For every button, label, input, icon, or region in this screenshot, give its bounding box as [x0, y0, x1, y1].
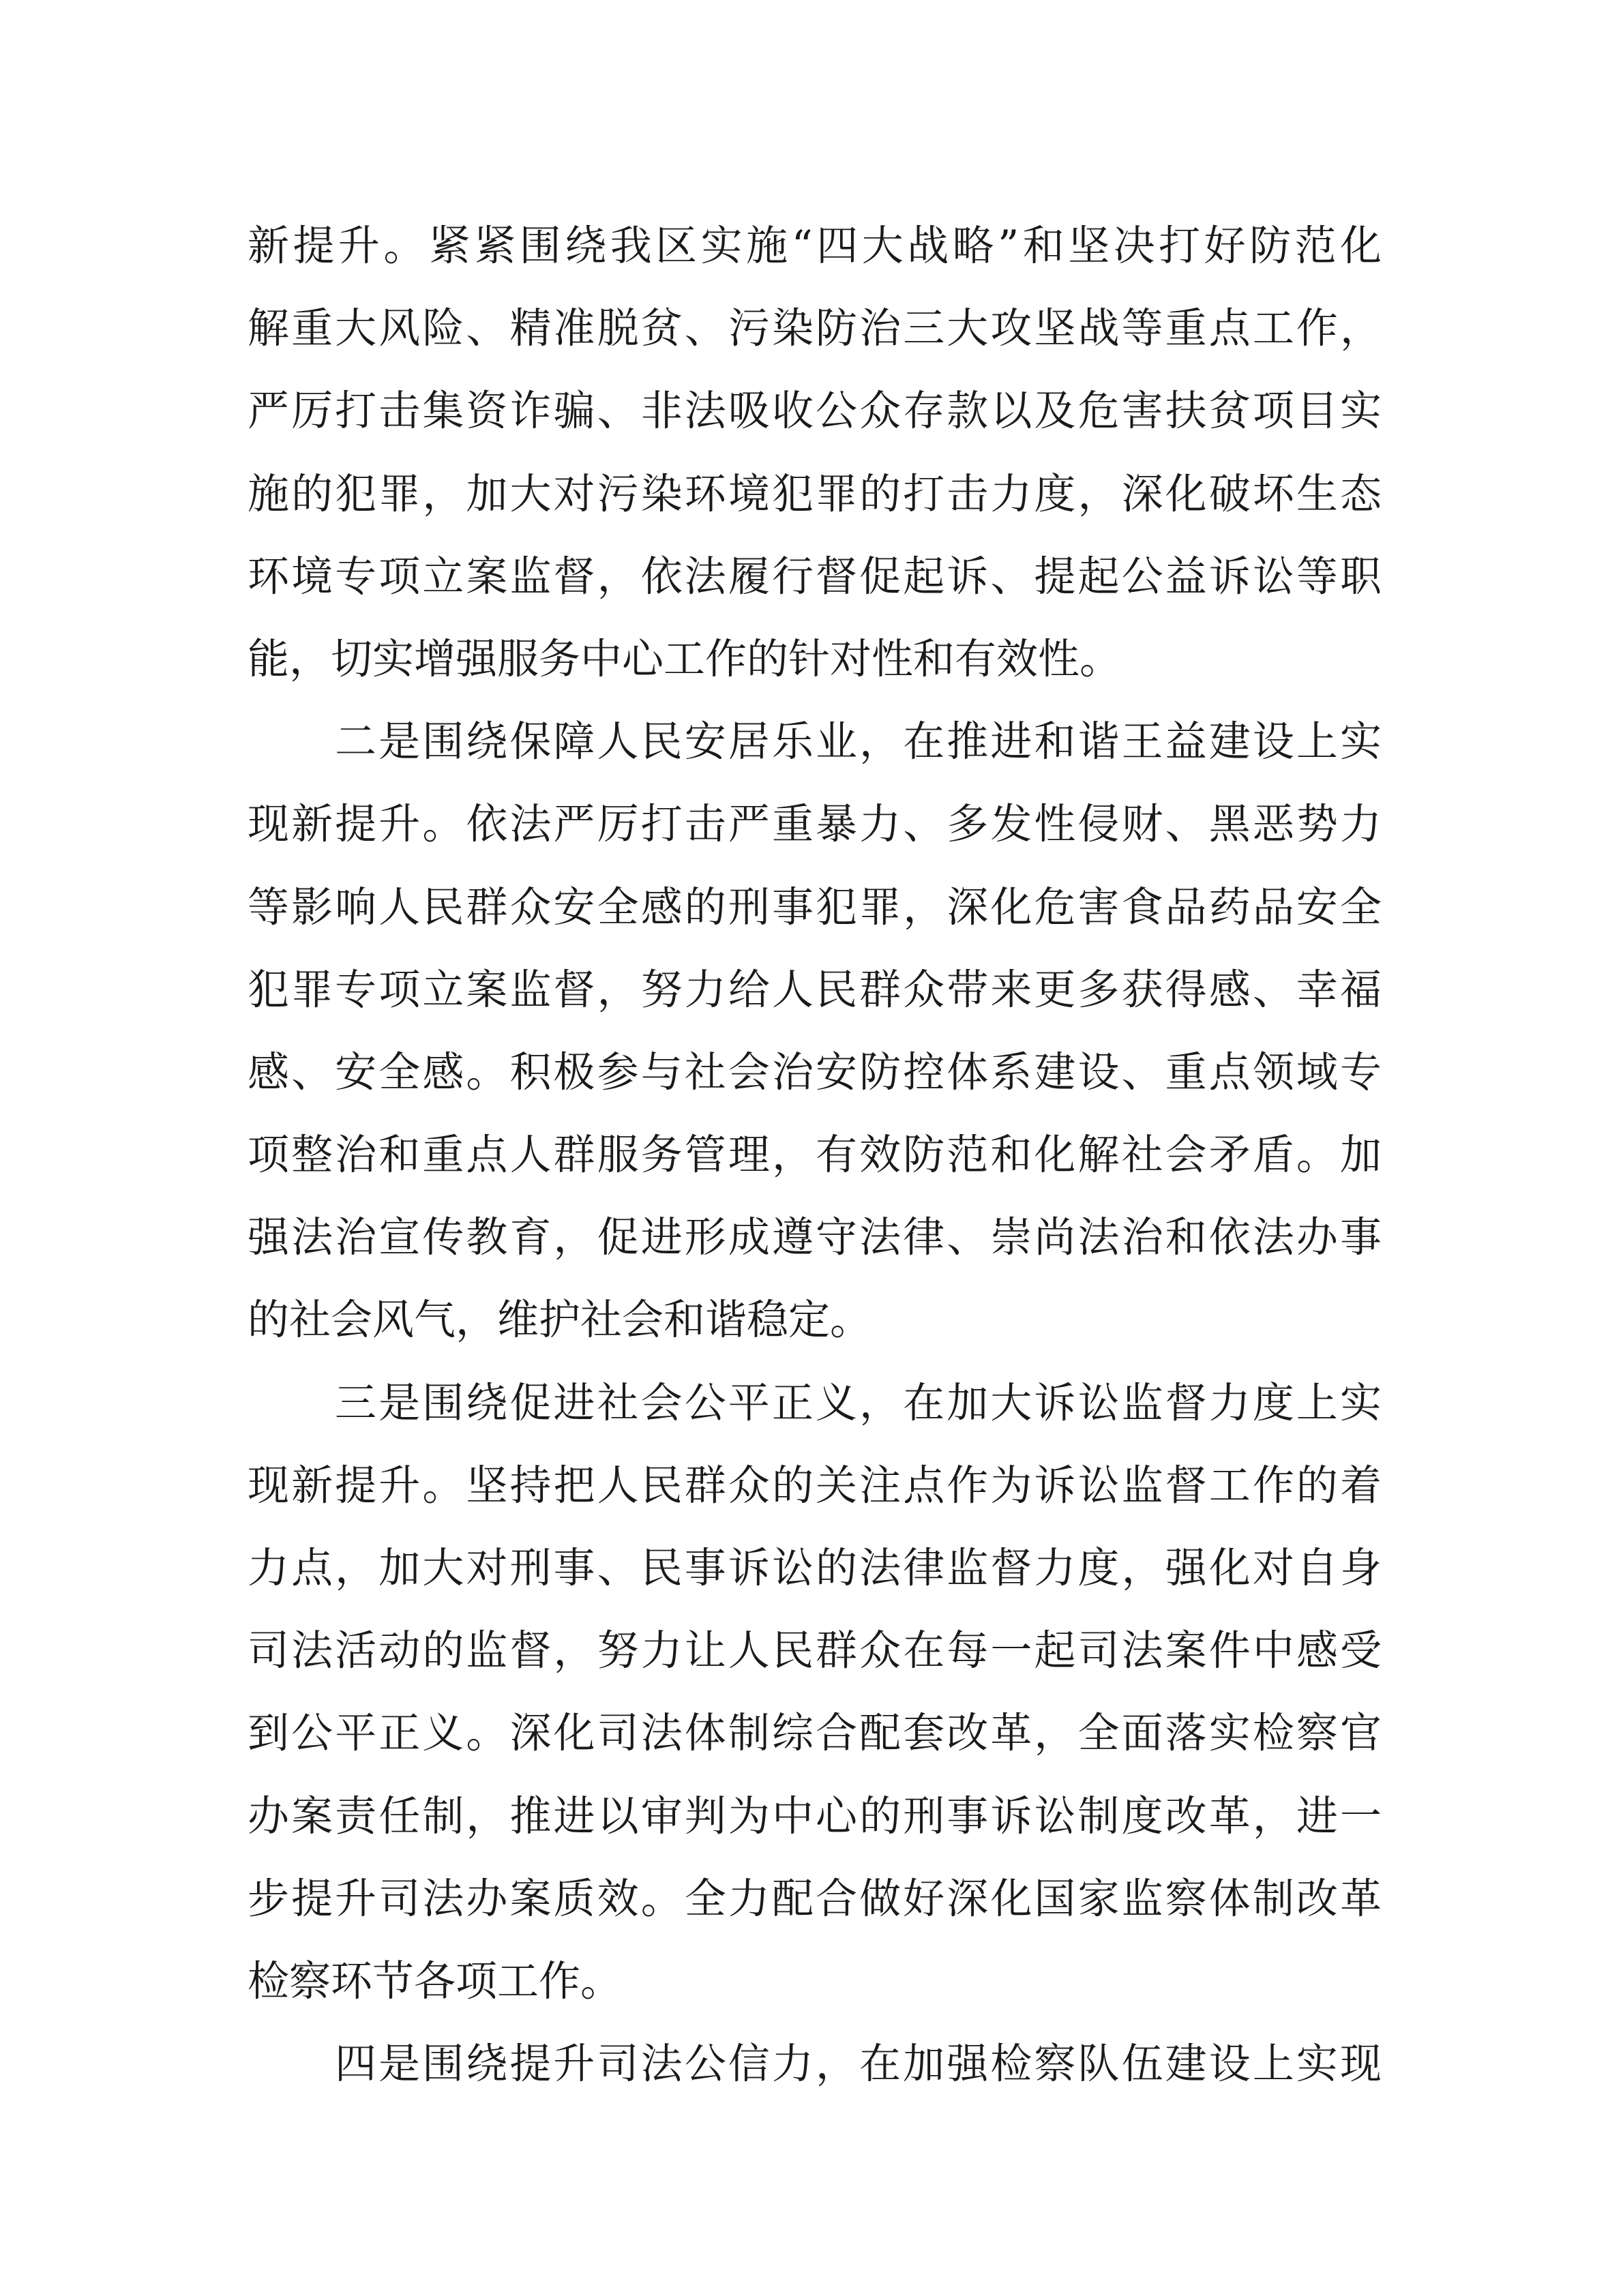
paragraph-1: [248, 205, 1382, 700]
text-line: 感、安全感。积极参与社会治安防控体系建设、重点领域专: [248, 1047, 1382, 1097]
text-line: 司法活动的监督，努力让人民群众在每一起司法案件中感受: [248, 1626, 1382, 1675]
paragraph-2: [248, 700, 1382, 1362]
text-line: 强法治宣传教育，促进形成遵守法律、崇尚法治和依法办事: [248, 1213, 1382, 1262]
text-line: 的社会风气，维护社会和谐稳定。: [248, 1296, 872, 1345]
text-line: 现新提升。坚持把人民群众的关注点作为诉讼监督工作的着: [248, 1461, 1382, 1510]
text-line: 严厉打击集资诈骗、非法吸收公众存款以及危害扶贫项目实: [248, 387, 1382, 436]
text-line: 犯罪专项立案监督，努力给人民群众带来更多获得感、幸福: [248, 965, 1382, 1014]
text-line: 办案责任制，推进以审判为中心的刑事诉讼制度改革，进一: [248, 1791, 1382, 1840]
text-line: 步提升司法办案质效。全力配合做好深化国家监察体制改革: [248, 1874, 1382, 1923]
document-page: [248, 205, 1382, 2105]
text-line: 新提升。紧紧围绕我区实施“四大战略”和坚决打好防范化: [248, 222, 1382, 270]
text-line: 三是围绕促进社会公平正义，在加大诉讼监督力度上实: [335, 1378, 1382, 1427]
text-line: 到公平正义。深化司法体制综合配套改革，全面落实检察官: [248, 1709, 1382, 1758]
text-line: 二是围绕保障人民安居乐业，在推进和谐王益建设上实: [335, 717, 1382, 766]
paragraph-3: [248, 1362, 1382, 2023]
text-line: 检察环节各项工作。: [248, 1956, 623, 2006]
text-line: 施的犯罪，加大对污染环境犯罪的打击力度，深化破坏生态: [248, 469, 1382, 518]
text-line: 四是围绕提升司法公信力，在加强检察队伍建设上实现: [335, 2040, 1382, 2089]
text-line: 现新提升。依法严厉打击严重暴力、多发性侵财、黑恶势力: [248, 800, 1382, 849]
text-line: 环境专项立案监督，依法履行督促起诉、提起公益诉讼等职: [248, 552, 1382, 601]
text-line: 能，切实增强服务中心工作的针对性和有效性。: [248, 634, 1122, 683]
text-line: 等影响人民群众安全感的刑事犯罪，深化危害食品药品安全: [248, 882, 1382, 931]
text-line: 解重大风险、精准脱贫、污染防治三大攻坚战等重点工作，: [248, 304, 1382, 353]
paragraph-4: [248, 2023, 1382, 2105]
text-line: 项整治和重点人群服务管理，有效防范和化解社会矛盾。加: [248, 1131, 1382, 1180]
text-line: 力点，加大对刑事、民事诉讼的法律监督力度，强化对自身: [248, 1544, 1382, 1592]
